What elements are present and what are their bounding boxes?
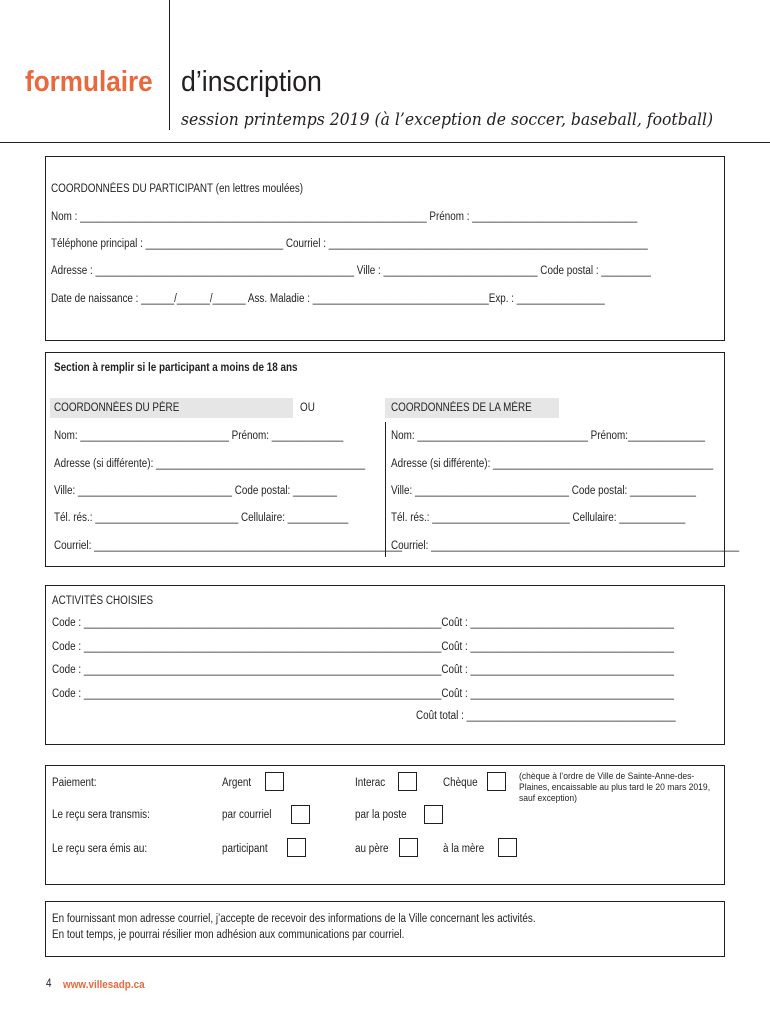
a-la-mere-checkbox[interactable] <box>498 838 517 857</box>
father-phone-line[interactable]: Tél. rés.: __________________________ Cellulaire: ___________ <box>54 512 349 524</box>
par-la-poste-label: par la poste <box>355 809 407 821</box>
argent-checkbox[interactable] <box>265 772 284 791</box>
par-courriel-label: par courriel <box>222 809 272 821</box>
father-heading: COORDONNÉES DU PÈRE <box>54 402 180 414</box>
activities-heading: ACTIVITÉS CHOISIES <box>52 595 154 607</box>
participant-checkbox[interactable] <box>287 838 306 857</box>
mother-heading: COORDONNÉES DE LA MÈRE <box>391 402 532 414</box>
par-courriel-checkbox[interactable] <box>291 805 310 824</box>
participant-birth-line[interactable]: Date de naissance : ______/______/______ Ass. Maladie : ________________________________Exp. : ________________ <box>51 293 605 305</box>
au-pere-checkbox[interactable] <box>399 838 418 857</box>
mother-email-line[interactable]: Courriel: ________________________________________________________ <box>391 540 740 552</box>
payment-label: Paiement: <box>52 777 97 789</box>
activity-line[interactable]: Code : _________________________________________________________________Coût : _____________________________________ <box>52 688 675 700</box>
receipt-issued-label: Le reçu sera émis au: <box>52 843 148 855</box>
father-email-line[interactable]: Courriel: ________________________________________________________ <box>54 540 403 552</box>
mother-city-line[interactable]: Ville: ____________________________ Code postal: ____________ <box>391 485 697 497</box>
participant-label: participant <box>222 843 268 855</box>
activity-line[interactable]: Code : _________________________________________________________________Coût : _____________________________________ <box>52 617 675 629</box>
participant-heading: COORDONNÉES DU PARTICIPANT (en lettres moulées) <box>51 183 304 195</box>
cheque-note: (chèque à l’ordre de Ville de Sainte-Anne-des-Plaines, encaissable au plus tard le 20 mars 2019, sauf exception) <box>519 771 711 804</box>
or-label: OU <box>300 402 315 414</box>
father-address-line[interactable]: Adresse (si différente): ______________________________________ <box>54 458 366 470</box>
footer-url-link[interactable]: www.villesadp.ca <box>63 979 145 991</box>
page-number: 4 <box>46 978 52 990</box>
page-subtitle: session printemps 2019 (à l’exception de soccer, baseball, football) <box>181 110 714 130</box>
header-vertical-rule <box>169 0 170 130</box>
au-pere-label: au père <box>355 843 389 855</box>
page-title: d’inscription <box>181 66 322 98</box>
argent-label: Argent <box>222 777 252 789</box>
a-la-mere-label: à la mère <box>443 843 485 855</box>
father-city-line[interactable]: Ville: ____________________________ Code postal: ________ <box>54 485 338 497</box>
father-name-line[interactable]: Nom: ___________________________ Prénom: _____________ <box>54 430 344 442</box>
activity-line[interactable]: Code : _________________________________________________________________Coût : _____________________________________ <box>52 664 675 676</box>
mother-phone-line[interactable]: Tél. rés.: _________________________ Cellulaire: ____________ <box>391 512 686 524</box>
cheque-checkbox[interactable] <box>487 772 506 791</box>
cheque-label: Chèque <box>443 777 478 789</box>
interac-label: Interac <box>355 777 386 789</box>
interac-checkbox[interactable] <box>398 772 417 791</box>
header-rule <box>0 142 770 143</box>
activity-line[interactable]: Code : _________________________________________________________________Coût : _____________________________________ <box>52 641 675 653</box>
brand-title: formulaire <box>25 66 153 98</box>
par-la-poste-checkbox[interactable] <box>424 805 443 824</box>
mother-address-line[interactable]: Adresse (si différente): ________________________________________ <box>391 458 714 470</box>
minor-heading: Section à remplir si le participant a moins de 18 ans <box>54 362 298 374</box>
parent-divider <box>385 422 386 557</box>
activity-total-line[interactable]: Coût total : ______________________________________ <box>416 710 676 722</box>
participant-name-line[interactable]: Nom : _______________________________________________________________ Prénom : ______________________________ <box>51 211 638 223</box>
receipt-sent-label: Le reçu sera transmis: <box>52 809 150 821</box>
consent-line-2: En tout temps, je pourrai résilier mon adhésion aux communications par courriel. <box>52 929 405 941</box>
mother-name-line[interactable]: Nom: _______________________________ Prénom:______________ <box>391 430 706 442</box>
participant-phone-line[interactable]: Téléphone principal : _________________________ Courriel : __________________________________________________________ <box>51 238 648 250</box>
participant-address-line[interactable]: Adresse : _______________________________________________ Ville : ____________________________ Code postal : _________ <box>51 265 651 277</box>
consent-line-1: En fournissant mon adresse courriel, j’accepte de recevoir des informations de la Ville concernant les activités. <box>52 913 536 925</box>
